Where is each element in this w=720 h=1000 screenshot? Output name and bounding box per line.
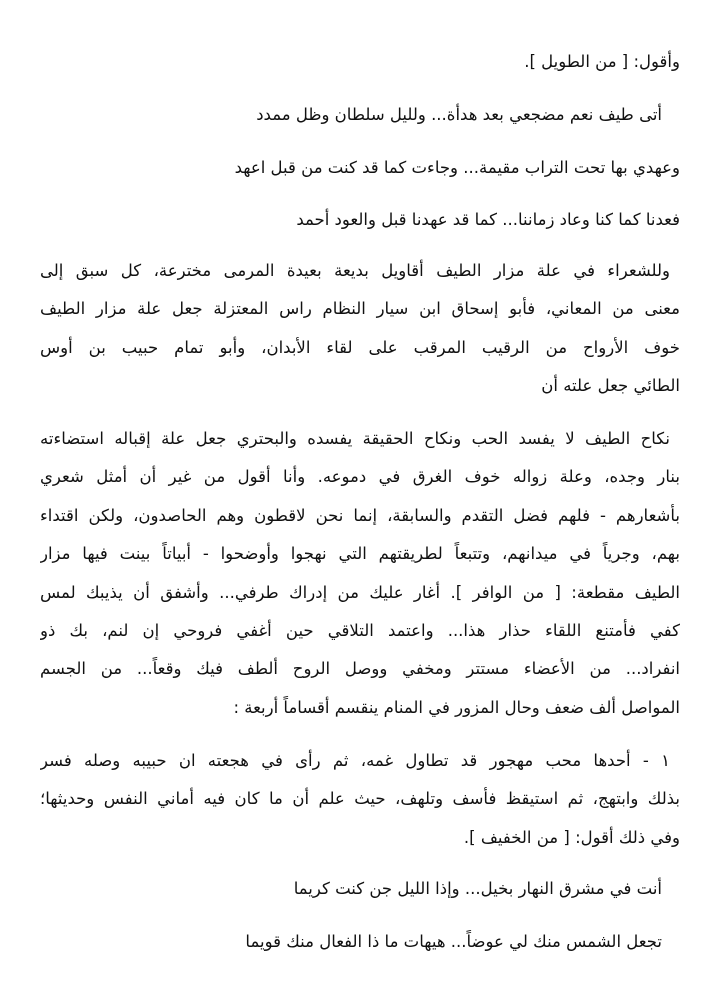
paragraph-2-line: انفراد... من الأعضاء مستتر ومخفي ووصل الروح ألطف فيك وقعاً... من الجسم — [40, 659, 680, 679]
paragraph-2-line: بهم، وجرياً في ميدانهم، وتتبعاً لطريقتهم التي نهجوا وأوضحوا - أبياتاً بينت فيها مزار — [40, 544, 680, 564]
paragraph-3 — [40, 742, 680, 857]
paragraph-2-line: بأشعارهم - فلهم فضل التقدم والسابقة، إنما نحن لاقطون وهم الحاصدون، ولكن اقتداء — [40, 505, 680, 525]
paragraph-1 — [40, 252, 680, 406]
paragraph-1-line: خوف الأرواح من الرقيب المرقب على لقاء الأبدان، وأبو تمام حبيب بن أوس — [40, 337, 680, 357]
document-page — [40, 0, 680, 1000]
paragraph-1-line: الطائي جعل علته أن — [541, 376, 680, 396]
paragraph-2-line: بنار وجده، وعلة زواله خوف الغرق في دموعه. وأنا أقول من غير أن أمثل شعري — [40, 467, 680, 487]
paragraph-3-line: بذلك وابتهج، ثم استيقظ فأسف وتلهف، حيث علم أن ما كان فيه أماني النفس وحديثها؛ — [40, 789, 680, 809]
paragraph-2-line: كفي فأمتنع اللقاء حذار هذا... واعتمد التلاقي حين أغفي فروحي إن لنم، بك ذو — [40, 621, 680, 641]
paragraph-1-line: وللشعراء في علة مزار الطيف أقاويل بديعة بعيدة المرمى مخترعة، كل سبق إلى — [40, 261, 670, 280]
verse-line-3: فعدنا كما كنا وعاد زماننا... كما قد عهدنا قبل والعود أحمد — [296, 210, 680, 229]
paragraph-2-line: المواصل ألف ضعف وحال المزور في المنام ينقسم أقساماً أربعة : — [233, 697, 680, 717]
paragraph-2 — [40, 420, 680, 727]
paragraph-1-line: معنى من المعاني، فأبو إسحاق ابن سيار النظام راس المعتزلة جعل علة مزار الطيف — [40, 299, 680, 319]
paragraph-3-line: ١ - أحدها محب مهجور قد تطاول غمه، ثم رأى في هجعته ان حبيبه وصله فسر — [40, 751, 670, 770]
verse-line-2: وعهدي بها تحت التراب مقيمة... وجاءت كما قد كنت من قبل اعهد — [234, 158, 680, 177]
paragraph-2-line: نكاح الطيف لا يفسد الحب ونكاح الحقيقة يفسده والبحتري جعل علة إقباله استضاءته — [40, 429, 670, 448]
paragraph-2-line: الطيف مقطعة: [ من الوافر ]. أغار عليك من إدراك طرفي... وأشفق أن يذيبك لمس — [40, 582, 680, 602]
intro-line: وأقول: [ من الطويل ]. — [524, 52, 680, 71]
verse-line-4: أنت في مشرق النهار بخيل... وإذا الليل جن كنت كريما — [293, 879, 662, 898]
verse-line-5: تجعل الشمس منك لي عوضاً... هيهات ما ذا الفعال منك قويما — [245, 932, 662, 951]
verse-line-1: أتى طيف نعم مضجعي بعد هدأة... ولليل سلطان وظل ممدد — [256, 105, 662, 124]
paragraph-3-line: وفي ذلك أقول: [ من الخفيف ]. — [463, 827, 680, 847]
